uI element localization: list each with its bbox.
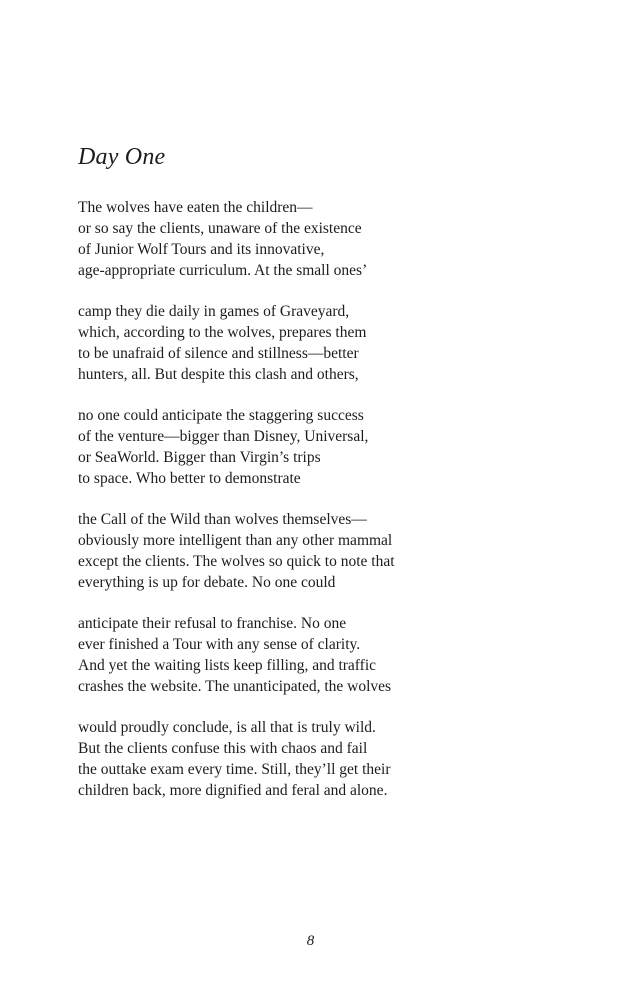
poem-line: camp they die daily in games of Graveyard, (78, 303, 350, 320)
poem-line: no one could anticipate the staggering success (78, 407, 364, 424)
poem-line: The wolves have eaten the children— (78, 199, 313, 216)
poem-line: which, according to the wolves, prepares them (78, 324, 367, 341)
poem-line: age-appropriate curriculum. At the small ones’ (78, 262, 368, 279)
page-number: 8 (306, 933, 315, 949)
poem-line: of Junior Wolf Tours and its innovative, (78, 241, 325, 258)
poem-line: to space. Who better to demonstrate (78, 470, 301, 487)
stanza-3 (78, 405, 566, 489)
poem-line: And yet the waiting lists keep filling, and traffic (78, 657, 377, 674)
poem-line: to be unafraid of silence and stillness—better (78, 345, 359, 362)
poem-line: But the clients confuse this with chaos and fail (78, 740, 368, 757)
poem-line: anticipate their refusal to franchise. No one (78, 615, 347, 632)
poem-line: everything is up for debate. No one could (78, 574, 336, 591)
poem-body (78, 143, 566, 801)
poem-line: the Call of the Wild than wolves themselves— (78, 511, 367, 528)
poem-line: the outtake exam every time. Still, they’ll get their (78, 761, 391, 778)
poem-line: would proudly conclude, is all that is truly wild. (78, 719, 376, 736)
stanza-1 (78, 197, 566, 281)
poem-line: ever finished a Tour with any sense of clarity. (78, 636, 361, 653)
poem-line: obviously more intelligent than any other mammal (78, 532, 393, 549)
stanza-6 (78, 717, 566, 801)
poem-line: children back, more dignified and feral and alone. (78, 782, 388, 799)
poem-line: hunters, all. But despite this clash and others, (78, 366, 359, 383)
stanza-4 (78, 509, 566, 593)
stanza-5 (78, 613, 566, 697)
poem-line: except the clients. The wolves so quick to note that (78, 553, 395, 570)
poem-title: Day One (78, 144, 166, 170)
poem-line: of the venture—bigger than Disney, Universal, (78, 428, 369, 445)
poem-line: or SeaWorld. Bigger than Virgin’s trips (78, 449, 321, 466)
stanza-2 (78, 301, 566, 385)
poem-line: or so say the clients, unaware of the existence (78, 220, 362, 237)
poem-line: crashes the website. The unanticipated, the wolves (78, 678, 392, 695)
